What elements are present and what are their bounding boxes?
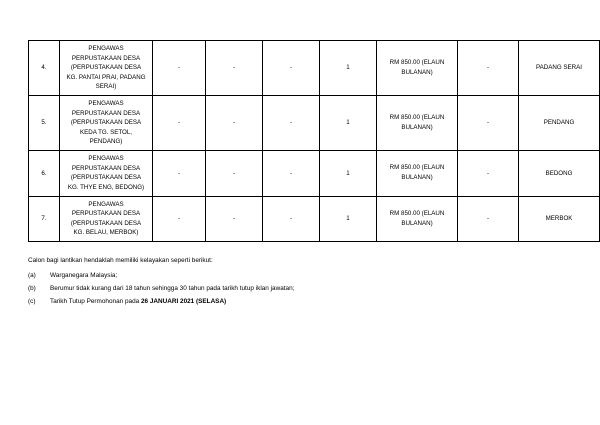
table-row [29, 196, 600, 241]
table-row [29, 96, 600, 151]
row-post-text: PENGAWAS PERPUSTAKAAN DESA (PERPUSTAKAAN DESA KEDA TG. SETOL, PENDANG) [70, 100, 142, 146]
row-location: BEDONG [519, 151, 600, 196]
row-col1: - [153, 96, 206, 151]
requirement-text [50, 284, 572, 293]
requirement-label: (b) [28, 285, 36, 293]
row-col2: - [206, 96, 263, 151]
row-col2: - [206, 196, 263, 241]
requirement-text [50, 271, 572, 280]
row-col3: - [263, 96, 320, 151]
row-col4: 1 [320, 96, 377, 151]
requirements-intro: Calon bagi lantikan hendaklah memiliki kelayakan seperti berikut: [28, 256, 213, 264]
row-col4: 1 [320, 41, 377, 96]
row-location: MERBOK [519, 196, 600, 241]
row-salary-text: RM 850.00 (ELAUN BULANAN) [389, 164, 445, 182]
row-col4: 1 [320, 196, 377, 241]
row-number: 4. [29, 41, 60, 96]
row-col4: 1 [320, 151, 377, 196]
row-col2: - [206, 41, 263, 96]
row-salary [377, 196, 458, 241]
row-salary [377, 151, 458, 196]
row-post-text: PENGAWAS PERPUSTAKAAN DESA (PERPUSTAKAAN DESA KG. BELAU, MERBOK) [70, 200, 142, 237]
row-number: 6. [29, 151, 60, 196]
requirement-text [50, 297, 572, 306]
row-salary [377, 96, 458, 151]
requirement-item [28, 284, 572, 293]
row-post [60, 151, 153, 196]
requirements-section [28, 256, 572, 306]
row-col6: - [458, 96, 519, 151]
row-col3: - [263, 41, 320, 96]
row-post-text: PENGAWAS PERPUSTAKAAN DESA (PERPUSTAKAAN DESA KG. THYE ENG, BEDONG) [67, 155, 145, 191]
row-post [60, 96, 153, 151]
row-col1: - [153, 196, 206, 241]
row-post [60, 196, 153, 241]
requirement-item [28, 271, 572, 280]
vacancy-table [28, 40, 600, 242]
row-col3: - [263, 196, 320, 241]
row-number: 7. [29, 196, 60, 241]
requirement-label: (a) [28, 272, 36, 280]
table-row [29, 41, 600, 96]
row-col6: - [458, 151, 519, 196]
requirement-label: (c) [28, 297, 36, 305]
table-row [29, 151, 600, 196]
row-salary-text: RM 850.00 (ELAUN BULANAN) [389, 59, 445, 77]
row-col1: - [153, 41, 206, 96]
row-location: PENDANG [519, 96, 600, 151]
row-col6: - [458, 41, 519, 96]
row-salary-text: RM 850.00 (ELAUN BULANAN) [389, 114, 445, 132]
row-number: 5. [29, 96, 60, 151]
row-location: PADANG SERAI [519, 41, 600, 96]
requirement-text-bold: 26 JANUARI 2021 (SELASA) [140, 297, 227, 305]
requirement-text-plain: Tarikh Tutup Permohonan pada [50, 297, 141, 305]
row-col6: - [458, 196, 519, 241]
row-post-text: PENGAWAS PERPUSTAKAAN DESA (PERPUSTAKAAN DESA KG. PANTAI PRAI, PADANG SERAI) [66, 45, 146, 91]
row-col2: - [206, 151, 263, 196]
requirement-text-plain: Berumur tidak kurang dari 18 tahun sehingga 30 tahun pada tarikh tutup iklan jawatan; [50, 285, 295, 293]
requirement-text-plain: Warganegara Malaysia; [50, 272, 118, 280]
row-col1: - [153, 151, 206, 196]
table-body [29, 41, 600, 242]
row-salary-text: RM 850.00 (ELAUN BULANAN) [389, 209, 445, 227]
row-col3: - [263, 151, 320, 196]
row-salary [377, 41, 458, 96]
requirement-item [28, 297, 572, 306]
row-post [60, 41, 153, 96]
